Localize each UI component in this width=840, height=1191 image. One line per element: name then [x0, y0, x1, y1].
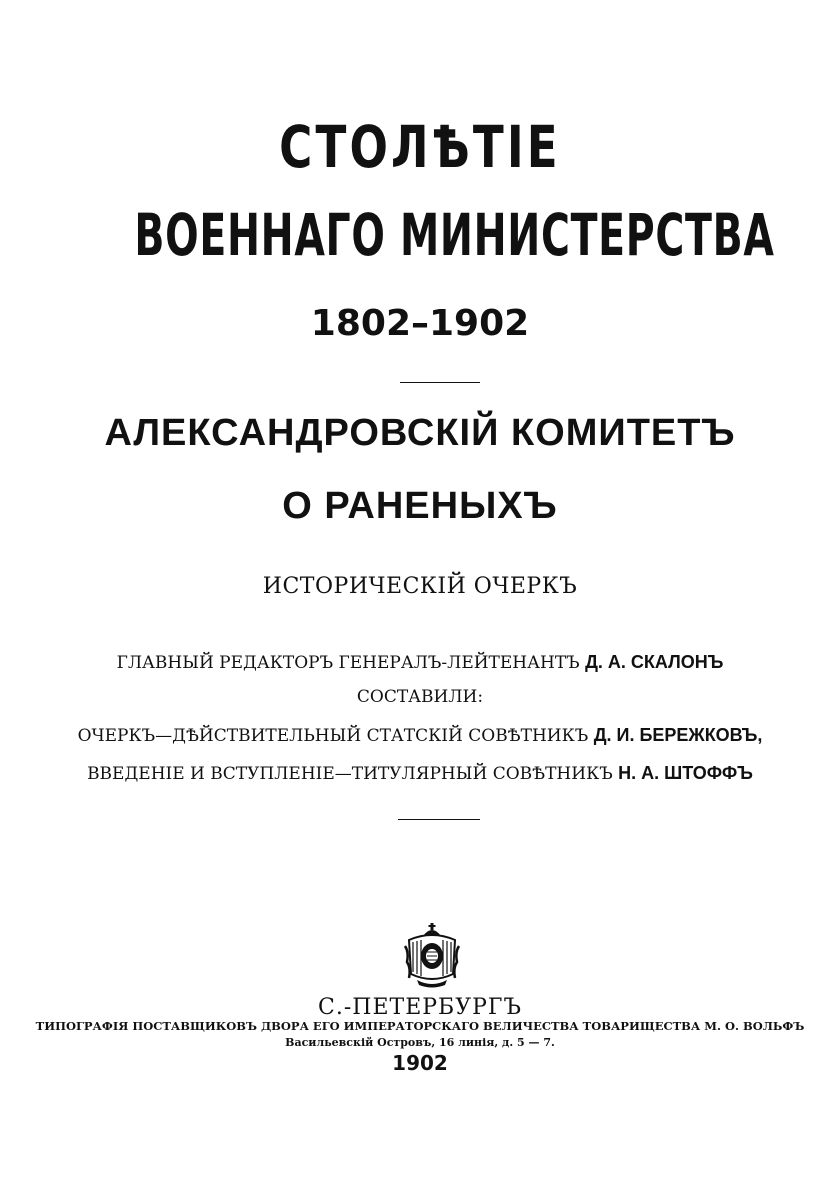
compiled-by-label: СОСТАВИЛИ:: [356, 687, 484, 707]
author2-name: Н. А. ШТОФФЪ: [618, 763, 753, 783]
editor-name: Д. А. СКАЛОНЪ: [585, 652, 724, 672]
subtitle-line2: О РАНЕНЫХЪ: [282, 485, 558, 527]
author2-credit: [0, 764, 840, 783]
title-years: 1802–1902: [310, 303, 530, 344]
author1-role: ОЧЕРКЪ—ДѢЙСТВИТЕЛЬНЫЙ СТАТСКІЙ СОВѢТНИКЪ: [77, 726, 589, 746]
imprint-printer: ТИПОГРАФІЯ ПОСТАВЩИКОВЪ ДВОРА ЕГО ИМПЕРАТОРСКАГО ВЕЛИЧЕСТВА ТОВАРИЩЕСТВА М. О. ВОЛЬФЪ: [35, 1019, 805, 1033]
imprint-city: С.-ПЕТЕРБУРГЪ: [318, 995, 522, 1020]
genre-label: ИСТОРИЧЕСКІЙ ОЧЕРКЪ: [262, 574, 578, 599]
editor-credit: [0, 653, 840, 672]
main-title-line2: ВОЕННАГО МИНИСТЕРСТВА: [134, 201, 775, 269]
imprint-address: Васильевскій Островъ, 16 линія, д. 5 — 7.: [285, 1036, 555, 1049]
imprint-year: 1902: [392, 1051, 448, 1075]
subtitle-line1: АЛЕКСАНДРОВСКІЙ КОМИТЕТЪ: [104, 412, 736, 454]
author1-credit: [0, 726, 840, 745]
author2-role: ВВЕДЕНІЕ И ВСТУПЛЕНІЕ—ТИТУЛЯРНЫЙ СОВѢТНИКЪ: [87, 764, 613, 784]
divider-rule-top: [400, 382, 480, 383]
author1-name: Д. И. БЕРЕЖКОВЪ,: [593, 725, 763, 745]
editor-role: ГЛАВНЫЙ РЕДАКТОРЪ ГЕНЕРАЛЪ-ЛЕЙТЕНАНТЪ: [116, 653, 580, 673]
imperial-coat-of-arms-icon: [403, 922, 461, 990]
main-title-line1: СТОЛѢТІЕ: [279, 113, 561, 181]
divider-rule-bottom: [398, 819, 480, 820]
